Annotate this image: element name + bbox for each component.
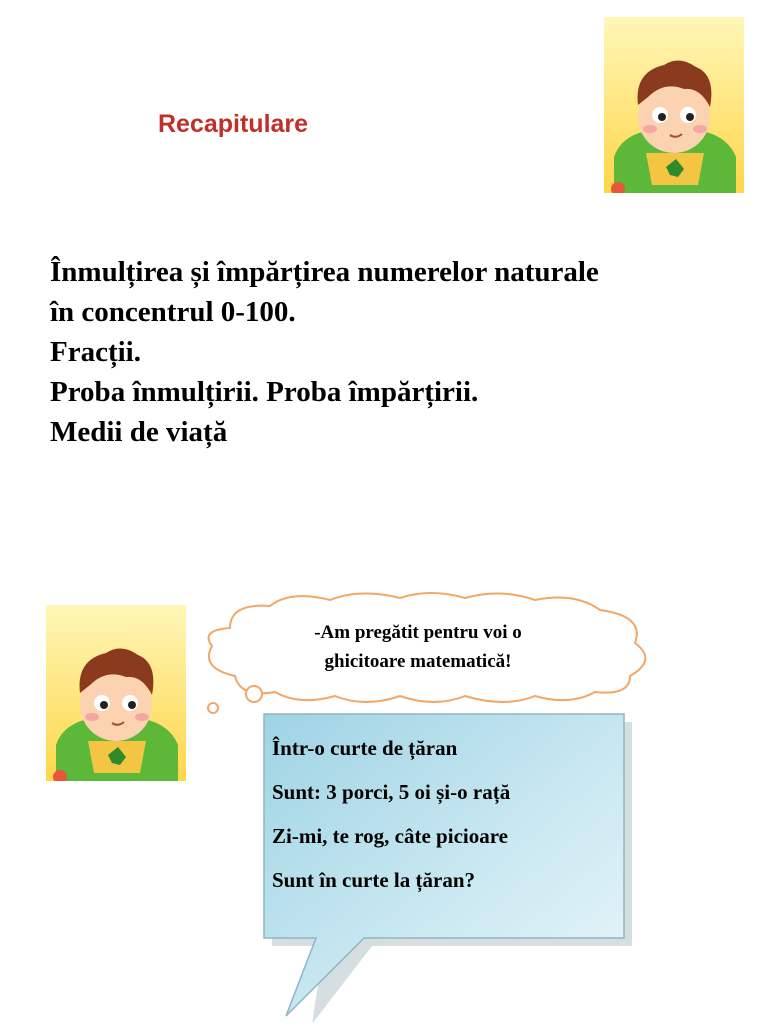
thought-line: ghicitoare matematică! xyxy=(324,651,512,672)
topic-line: Medii de viață xyxy=(50,416,228,448)
riddle-text xyxy=(272,726,622,902)
riddle-line: Zi-mi, te rog, câte picioare xyxy=(272,824,508,848)
topic-line: Înmulțirea și împărțirea numerelor naturale xyxy=(50,256,599,288)
thought-line: -Am pregătit pentru voi o xyxy=(314,622,522,643)
thought-cloud-text xyxy=(228,618,608,676)
lesson-topics-list xyxy=(50,252,750,452)
riddle-line: Sunt: 3 porci, 5 oi și-o rață xyxy=(272,780,511,804)
riddle-line: Sunt în curte la țăran? xyxy=(272,868,476,892)
riddle-line: Într-o curte de țăran xyxy=(272,736,458,760)
topic-line: în concentrul 0-100. xyxy=(50,296,296,328)
page-heading: Recapitulare xyxy=(158,110,309,138)
topic-line: Fracții. xyxy=(50,336,141,368)
boy-character-illustration xyxy=(604,17,744,193)
boy-character-illustration-small xyxy=(46,605,186,781)
topic-line: Proba înmulțirii. Proba împărțirii. xyxy=(50,376,479,408)
